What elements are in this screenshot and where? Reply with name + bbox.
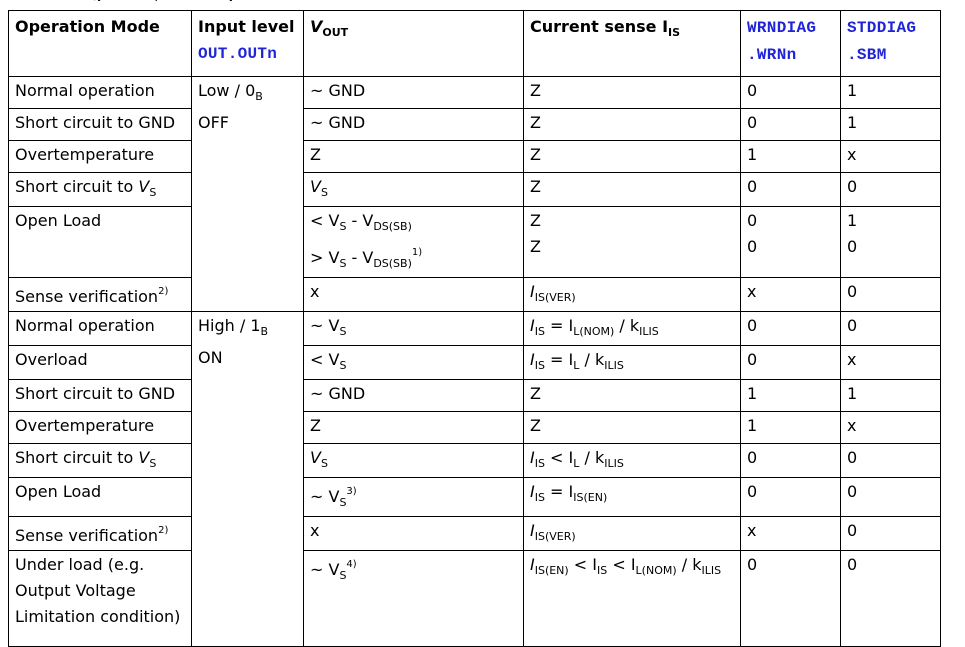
mode-cell: Open Load xyxy=(9,478,192,517)
wrn-cell: 0 xyxy=(741,346,841,380)
is-cell: $I_{IS(VER)}$ xyxy=(524,517,741,551)
mode-cell: Under load (e.g. Output Voltage Limitation condition) xyxy=(9,551,192,647)
mode-cell: Short circuit to GND xyxy=(9,109,192,141)
is-cell: $I_{IS} = I_{IS(EN)}$ xyxy=(524,478,741,517)
vout-cell: ~ GND xyxy=(304,77,524,109)
vout-cell: Z xyxy=(304,141,524,173)
is-cell: Z Z xyxy=(524,207,741,278)
wrn-cell: 0 xyxy=(741,77,841,109)
header-wrndiag: WRNDIAG .WRNn xyxy=(741,11,841,77)
mode-cell: Short circuit to $V_S$ xyxy=(9,444,192,478)
std-cell: x xyxy=(841,346,941,380)
vout-cell: ~ GND xyxy=(304,109,524,141)
vout-cell: x xyxy=(304,517,524,551)
v-symbol: V xyxy=(138,177,150,196)
std-cell: x xyxy=(841,412,941,444)
is-cell: $I_{IS} = I_L / k_{ILIS}$ xyxy=(524,346,741,380)
is-cell: Z xyxy=(524,141,741,173)
is-cell: Z xyxy=(524,412,741,444)
wrn-cell: x xyxy=(741,517,841,551)
vout-cell: ~ GND xyxy=(304,380,524,412)
std-cell: 0 xyxy=(841,551,941,647)
wrn-cell: 1 xyxy=(741,412,841,444)
is-cell: Z xyxy=(524,77,741,109)
std-cell: 0 xyxy=(841,517,941,551)
header-row xyxy=(9,11,941,77)
wrn-cell: 0 xyxy=(741,551,841,647)
table-row xyxy=(9,173,941,207)
table-row xyxy=(9,207,941,278)
std-cell: 1 0 xyxy=(841,207,941,278)
vout-cell: ~ $V_S$ xyxy=(304,312,524,346)
mode-cell: Short circuit to GND xyxy=(9,380,192,412)
wrn-cell: 1 xyxy=(741,141,841,173)
vout-cell: $V_S$ xyxy=(304,173,524,207)
table-caption-cut xyxy=(0,0,965,1)
header-vout: $V_{OUT}$ xyxy=(304,11,524,77)
mode-cell: Overtemperature xyxy=(9,412,192,444)
diagnostics-table xyxy=(8,10,941,647)
table-row xyxy=(9,380,941,412)
table-row xyxy=(9,444,941,478)
header-operation-mode: Operation Mode xyxy=(9,11,192,77)
std-cell: 0 xyxy=(841,173,941,207)
is-cell: $I_{IS(EN)} < I_{IS} < I_{L(NOM)} / k_{ILIS}$ xyxy=(524,551,741,647)
header-current-sense: Current sense $I_{IS}$ xyxy=(524,11,741,77)
table-row xyxy=(9,278,941,312)
input-level-on: High / $1_B$ ON xyxy=(192,312,304,647)
wrn-cell: 1 xyxy=(741,380,841,412)
input-level-register: OUT.OUTn xyxy=(198,45,278,63)
std-cell: 0 xyxy=(841,444,941,478)
table-row xyxy=(9,141,941,173)
mode-cell: Sense verification$^{2)}$ xyxy=(9,278,192,312)
is-cell: $I_{IS(VER)}$ xyxy=(524,278,741,312)
table-row xyxy=(9,551,941,647)
is-cell: Z xyxy=(524,109,741,141)
std-cell: 1 xyxy=(841,109,941,141)
is-cell: Z xyxy=(524,173,741,207)
mode-cell: Open Load xyxy=(9,207,192,278)
wrn-cell: 0 xyxy=(741,444,841,478)
table-row xyxy=(9,109,941,141)
input-level-off: Low / $0_B$ OFF xyxy=(192,77,304,312)
wrn-cell: 0 xyxy=(741,109,841,141)
std-cell: x xyxy=(841,141,941,173)
mode-cell: Short circuit to $V_S$ xyxy=(9,173,192,207)
vout-cell: ~ $V_S^{3)}$ xyxy=(304,478,524,517)
is-cell: $I_{IS} < I_L / k_{ILIS}$ xyxy=(524,444,741,478)
is-cell: $I_{IS} = I_{L(NOM)} / k_{ILIS}$ xyxy=(524,312,741,346)
vout-cell: ~ $V_S^{4)}$ xyxy=(304,551,524,647)
table-row xyxy=(9,412,941,444)
vout-cell: $V_S$ xyxy=(304,444,524,478)
wrn-cell: 0 xyxy=(741,312,841,346)
mode-cell: Sense verification$^{2)}$ xyxy=(9,517,192,551)
std-cell: 1 xyxy=(841,77,941,109)
wrn-cell: 0 0 xyxy=(741,207,841,278)
mode-cell: Normal operation xyxy=(9,312,192,346)
wrn-cell: x xyxy=(741,278,841,312)
mode-cell: Overload xyxy=(9,346,192,380)
vout-cell: < $V_S - V_{DS(SB)}$ > $V_S - V_{DS(SB)}^{1)}$ xyxy=(304,207,524,278)
table-row xyxy=(9,77,941,109)
std-cell: 0 xyxy=(841,478,941,517)
is-cell: Z xyxy=(524,380,741,412)
wrn-cell: 0 xyxy=(741,478,841,517)
std-cell: 0 xyxy=(841,312,941,346)
table-row xyxy=(9,517,941,551)
header-stddiag: STDDIAG .SBM xyxy=(841,11,941,77)
table-row xyxy=(9,346,941,380)
std-cell: 1 xyxy=(841,380,941,412)
v-symbol: V xyxy=(138,448,150,467)
wrn-cell: 0 xyxy=(741,173,841,207)
std-cell: 0 xyxy=(841,278,941,312)
table-row xyxy=(9,312,941,346)
header-input-level: Input level OUT.OUTn xyxy=(192,11,304,77)
mode-cell: Overtemperature xyxy=(9,141,192,173)
vout-cell: Z xyxy=(304,412,524,444)
vout-cell: x xyxy=(304,278,524,312)
table-row xyxy=(9,478,941,517)
mode-cell: Normal operation xyxy=(9,77,192,109)
vout-cell: < $V_S$ xyxy=(304,346,524,380)
